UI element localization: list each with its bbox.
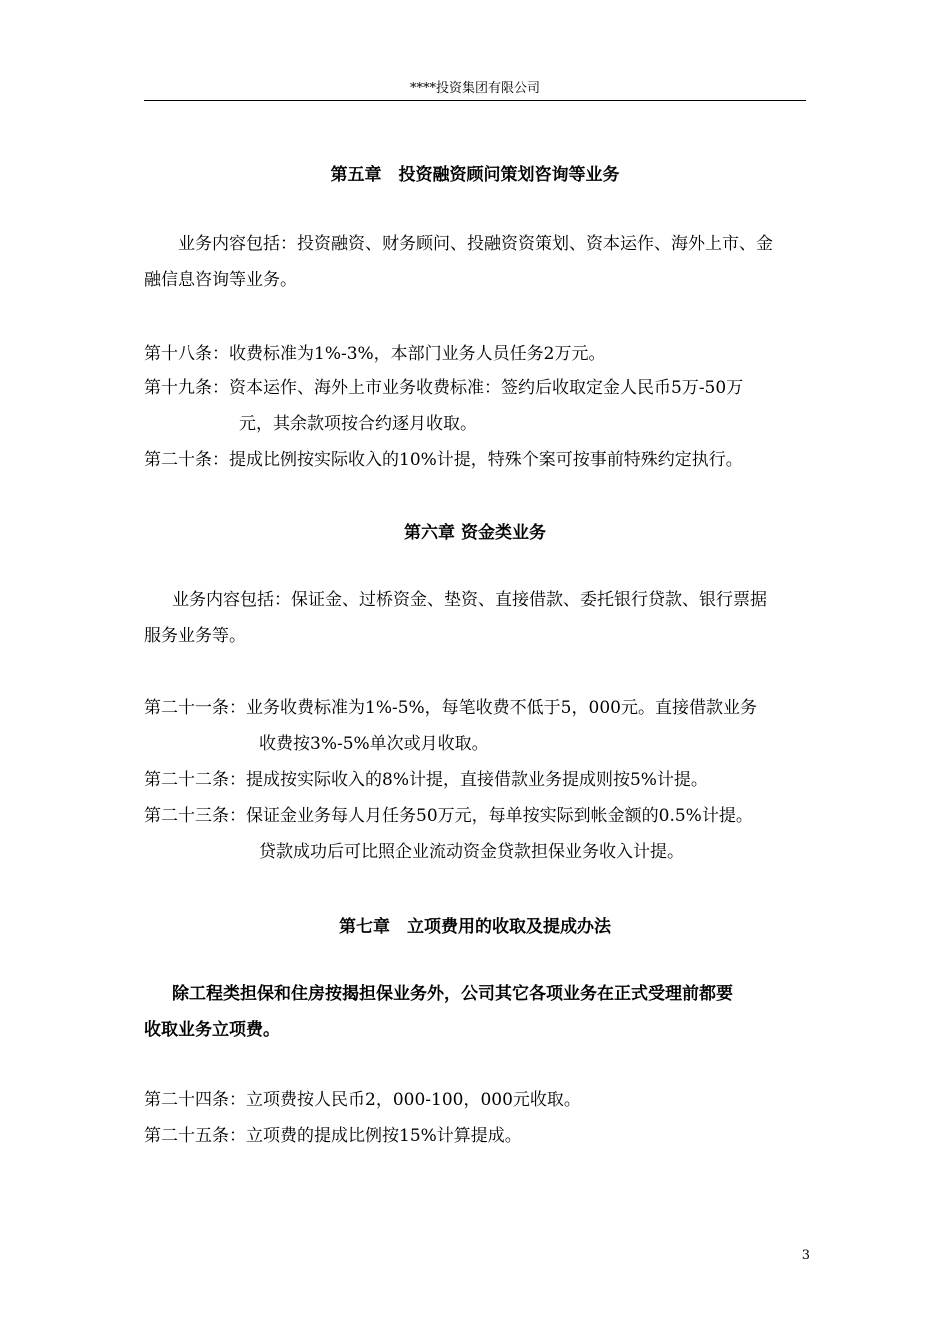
article-18: 第十八条：收费标准为1%-3%，本部门业务人员任务2万元。 — [144, 344, 606, 364]
article-25: 第二十五条：立项费的提成比例按15%计算提成。 — [144, 1126, 522, 1146]
chapter-5-intro-line-2: 融信息咨询等业务。 — [144, 270, 297, 290]
article-19 — [144, 370, 806, 442]
article-24: 第二十四条：立项费按人民币2，000-100，000元收取。 — [144, 1090, 581, 1110]
article-21-line-2: 收费按3%-5%单次或月收取。 — [259, 734, 489, 754]
article-19-line-2: 元，其余款项按合约逐月收取。 — [239, 414, 477, 434]
article-23-line-1: 第二十三条：保证金业务每人月任务50万元，每单按实际到帐金额的0.5%计提。 — [144, 806, 753, 826]
chapter-6-heading: 第六章 资金类业务 — [404, 523, 546, 543]
chapter-6-intro-line-2: 服务业务等。 — [144, 626, 246, 646]
chapter-5-intro-line-1: 业务内容包括：投资融资、财务顾问、投融资资策划、资本运作、海外上市、金 — [178, 234, 773, 254]
header-rule — [144, 100, 806, 101]
page-header: ****投资集团有限公司 — [409, 81, 540, 96]
chapter-5-intro — [144, 226, 806, 298]
chapter-7-heading: 第七章 立项费用的收取及提成办法 — [339, 917, 611, 937]
article-21-line-1: 第二十一条：业务收费标准为1%-5%，每笔收费不低于5，000元。直接借款业务 — [144, 698, 757, 718]
article-19-line-1: 第十九条：资本运作、海外上市业务收费标准：签约后收取定金人民币5万-50万 — [144, 378, 744, 398]
article-23-line-2: 贷款成功后可比照企业流动资金贷款担保业务收入计提。 — [259, 842, 684, 862]
chapter-7-bold-line-1: 除工程类担保和住房按揭担保业务外，公司其它各项业务在正式受理前都要 — [172, 984, 733, 1004]
page-number: 3 — [801, 1248, 810, 1263]
chapter-5-heading: 第五章 投资融资顾问策划咨询等业务 — [330, 165, 620, 185]
article-22: 第二十二条：提成按实际收入的8%计提，直接借款业务提成则按5%计提。 — [144, 770, 708, 790]
article-23 — [144, 798, 806, 870]
chapter-6-intro — [144, 582, 806, 654]
chapter-6-intro-line-1: 业务内容包括：保证金、过桥资金、垫资、直接借款、委托银行贷款、银行票据 — [172, 590, 767, 610]
article-21 — [144, 690, 806, 762]
chapter-7-bold-paragraph — [144, 976, 806, 1048]
chapter-7-bold-line-2: 收取业务立项费。 — [144, 1020, 280, 1040]
article-20: 第二十条：提成比例按实际收入的10%计提，特殊个案可按事前特殊约定执行。 — [144, 450, 743, 470]
